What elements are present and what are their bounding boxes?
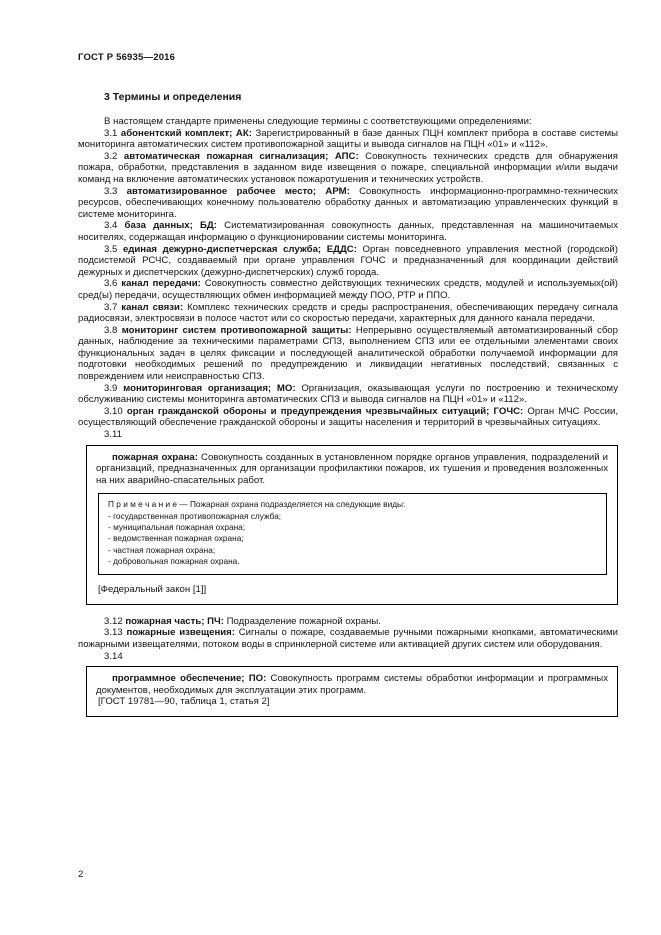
source-reference: [Федеральный закон [1]] bbox=[98, 584, 207, 596]
source-reference: [ГОСТ 19781—90, таблица 1, статья 2] bbox=[98, 696, 270, 708]
document-header: ГОСТ Р 56935—2016 bbox=[78, 52, 176, 63]
note-item: - ведомственная пожарная охрана; bbox=[108, 533, 244, 544]
term-definition: Зарегистрированный в базе данных ПЦН комплект прибора в составе системы мониторинга автоматических систем противопожарной защиты и вывода сигналов на ПЦН «01» и «112». bbox=[78, 127, 618, 151]
term-definition: Совокупность информационно-программно-технических ресурсов, обеспечивающих конечному пользователю обработку данных и автоматизацию управленческих функций в системе мониторинга. bbox=[78, 185, 619, 220]
term-name: пожарная часть; ПЧ: bbox=[125, 615, 224, 627]
term-number: 3.14 bbox=[104, 650, 123, 662]
term-number: 3.8 bbox=[104, 324, 118, 336]
note-item: - муниципальная пожарная охрана; bbox=[108, 522, 246, 532]
term-name: программное обеспечение; ПО: bbox=[112, 673, 267, 685]
term-name: автоматизированное рабочее место; АРМ: bbox=[126, 185, 350, 197]
note-item: - добровольная пожарная охрана. bbox=[108, 555, 240, 566]
term-paragraph-3-5 bbox=[78, 244, 618, 279]
note-label: П р и м е ч а н и е — bbox=[108, 499, 188, 510]
term-paragraph-3-6 bbox=[78, 278, 618, 301]
term-paragraph-3-7 bbox=[78, 302, 618, 325]
term-name: орган гражданской обороны и предупреждения чрезвычайных ситуаций; ГОЧС: bbox=[126, 405, 524, 417]
note-text: Пожарная охрана подразделяется на следующие виды: bbox=[189, 499, 406, 510]
boxed-term-text bbox=[96, 673, 608, 696]
note-item: - частная пожарная охрана; bbox=[108, 544, 216, 555]
term-number: 3.2 bbox=[104, 150, 118, 162]
term-number: 3.1 bbox=[104, 127, 118, 139]
term-paragraph-3-8 bbox=[78, 325, 618, 383]
term-name: мониторинговая организация; МО: bbox=[123, 382, 296, 394]
term-number: 3.9 bbox=[104, 382, 118, 394]
term-name: автоматическая пожарная сигнализация; АПС: bbox=[123, 150, 359, 162]
term-number: 3.10 bbox=[104, 405, 123, 417]
term-number: 3.12 bbox=[104, 615, 123, 627]
term-number: 3.7 bbox=[104, 301, 118, 313]
section-heading: 3 Термины и определения bbox=[104, 91, 242, 103]
term-definition: Совокупность технических средств для обнаружения пожара, обработки, представления в заданном виде извещения о пожаре, специальной информации и/или выдачи команд на включение автоматических установок пожаротушения и технических устройств. bbox=[78, 150, 618, 185]
term-name: абонентский комплект; АК: bbox=[120, 127, 252, 139]
term-number-3-14 bbox=[78, 651, 618, 663]
term-name: канал связи: bbox=[121, 301, 184, 313]
term-paragraph-3-9 bbox=[78, 383, 618, 406]
term-definition: Совокупность совместно действующих технических средств, модулей и используемых(ой) сред(ы) передачи, осуществляющих обмен информацией между ПОО, РТР и ППО. bbox=[78, 278, 618, 301]
term-number: 3.11 bbox=[104, 429, 122, 441]
term-definition: Комплекс технических средств и среды распространения, обеспечивающих передачу сигнала радиосвязи, электросвязи в полосе частот или со скоростью передачи, характерных для данного канала передачи. bbox=[78, 301, 618, 325]
term-definition: Подразделение пожарной охраны. bbox=[226, 615, 381, 627]
intro-paragraph: В настоящем стандарте применены следующие термины с соответствующими определениями: bbox=[104, 116, 532, 127]
term-definition: Сигналы о пожаре, создаваемые ручными пожарными кнопками, автоматическими пожарными извещателями, потоком воды в спринклерной системе или активацией других систем или оборудования. bbox=[78, 627, 618, 650]
term-name: единая дежурно-диспетчерская служба; ЕДДС: bbox=[122, 243, 357, 255]
term-name: мониторинг систем противопожарной защиты: bbox=[121, 324, 352, 336]
term-number: 3.6 bbox=[104, 278, 118, 290]
note-box bbox=[98, 493, 607, 575]
term-name: пожарные извещения: bbox=[126, 627, 235, 639]
term-paragraph-3-12 bbox=[78, 616, 618, 628]
boxed-definition-3-11 bbox=[86, 445, 618, 605]
term-paragraph-3-10 bbox=[78, 406, 618, 429]
term-paragraph-3-13 bbox=[78, 627, 618, 650]
term-definition: Совокупность программ системы обработки информации и программных документов, необходимых для эксплуатации этих программ. bbox=[96, 673, 608, 696]
term-definition: Систематизированная совокупность данных, представленная на машиночитаемых носителях, содержащая информацию о функционировании системы мониторинга. bbox=[78, 220, 619, 243]
term-paragraph-3-2 bbox=[78, 151, 618, 186]
term-name: пожарная охрана: bbox=[112, 451, 198, 463]
boxed-definition-3-14 bbox=[86, 666, 618, 717]
page-content bbox=[78, 52, 618, 728]
term-definition: Организация, оказывающая услуги по построению и техническому обслуживанию системы мониторинга автоматических СПЗ и вывода сигналов на ПЦН «01» и «112». bbox=[78, 382, 618, 406]
term-name: канал передачи: bbox=[121, 278, 201, 290]
term-number: 3.5 bbox=[104, 243, 118, 255]
term-definition: Непрерывно осуществляемый автоматизированный сбор данных, наблюдение за техническими параметрами СПЗ, выполнением СПЗ или ее отдельными элементами своих функциональных задач в целях фиксации и последующей аналитической обработки получаемой информации для подготовки необходимых решений по предупреждению и ликвидации негативных последствий, связанных с повреждением или неисправностью СПЗ. bbox=[78, 324, 618, 383]
term-number: 3.13 bbox=[104, 627, 123, 639]
term-name: база данных; БД: bbox=[124, 220, 217, 232]
term-number-3-11 bbox=[78, 429, 618, 441]
term-number: 3.3 bbox=[104, 185, 118, 197]
term-definition: Совокупность созданных в установленном порядке органов управления, подразделений и организаций, предназначенных для организации профилактики пожаров, их тушения и проведения возложенных на них аварийно-спасательных работ. bbox=[96, 451, 608, 486]
note-header bbox=[108, 499, 598, 510]
page-number: 2 bbox=[78, 869, 84, 880]
term-number: 3.4 bbox=[104, 220, 118, 232]
term-paragraph-3-3 bbox=[78, 186, 618, 221]
term-paragraph-3-4 bbox=[78, 220, 618, 243]
boxed-term-text bbox=[96, 452, 608, 487]
term-definition: Орган МЧС России, осуществляющий обеспечение гражданской обороны и защиты населения и территорий в чрезвычайных ситуациях. bbox=[78, 405, 618, 429]
term-definition: Орган повседневного управления местной (городской) подсистемой РСЧС, создаваемый при органе управления ГОЧС и предназначенный для координации действий дежурных и диспетчерских (дежурно-диспетчерских) служб города. bbox=[78, 243, 618, 278]
term-paragraph-3-1 bbox=[78, 128, 618, 151]
note-item: - государственная противопожарная служба; bbox=[108, 510, 282, 521]
